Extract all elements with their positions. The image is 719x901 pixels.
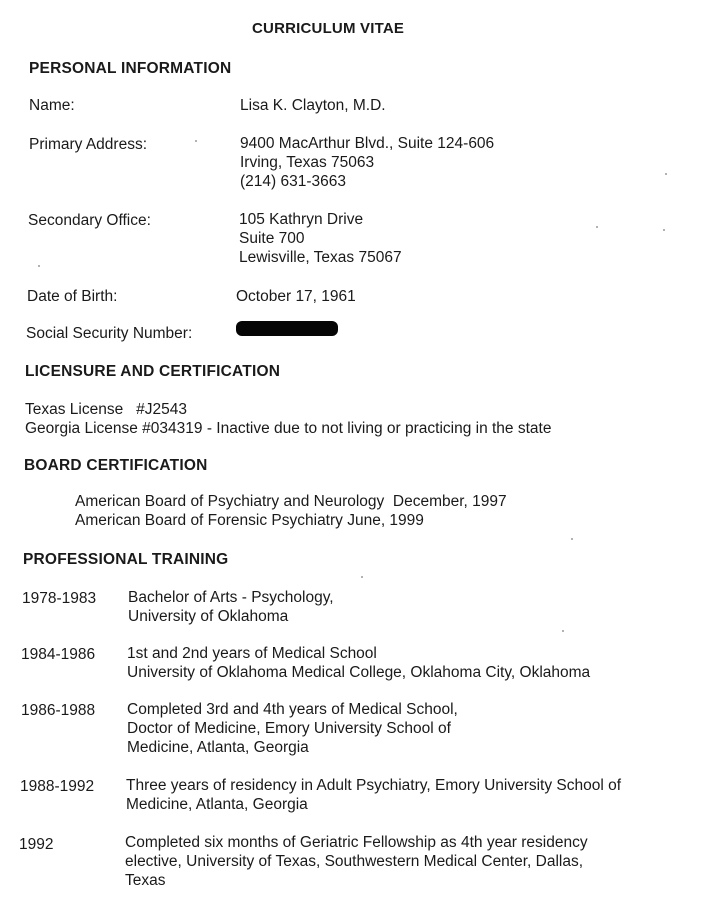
scan-speck	[665, 173, 667, 175]
training-line: Medicine, Atlanta, Georgia	[127, 739, 309, 756]
board-line: American Board of Psychiatry and Neurology December, 1997	[75, 493, 507, 510]
scan-speck	[195, 140, 197, 142]
training-line: Bachelor of Arts - Psychology,	[128, 589, 334, 606]
primary-address-label: Primary Address:	[29, 136, 148, 153]
name-label: Name:	[29, 97, 75, 114]
scan-speck	[38, 265, 40, 267]
training-years: 1978-1983	[22, 590, 97, 607]
scan-speck	[663, 229, 665, 231]
board-certification-list	[75, 492, 507, 530]
training-line: University of Oklahoma Medical College, Oklahoma City, Oklahoma	[127, 664, 591, 681]
training-line: Completed six months of Geriatric Fellowship as 4th year residency	[125, 834, 588, 851]
training-line: 1st and 2nd years of Medical School	[127, 645, 377, 662]
secondary-office-line: Suite 700	[239, 230, 305, 247]
scan-speck	[562, 630, 564, 632]
primary-address-line: 9400 MacArthur Blvd., Suite 124-606	[240, 135, 495, 152]
personal-information-heading: PERSONAL INFORMATION	[29, 60, 232, 77]
secondary-office-line: 105 Kathryn Drive	[239, 211, 364, 228]
secondary-office-line: Lewisville, Texas 75067	[239, 249, 402, 266]
training-years: 1986-1988	[21, 702, 96, 719]
secondary-office-label: Secondary Office:	[28, 212, 151, 229]
license-line: Texas License #J2543	[25, 401, 187, 418]
ssn-label: Social Security Number:	[26, 325, 193, 342]
primary-address-value	[240, 134, 494, 191]
primary-address-line: (214) 631-3663	[240, 173, 346, 190]
license-line: Georgia License #034319 - Inactive due to not living or practicing in the state	[25, 420, 552, 437]
training-line: elective, University of Texas, Southwestern Medical Center, Dallas,	[125, 853, 584, 870]
board-certification-heading: BOARD CERTIFICATION	[24, 457, 208, 474]
scan-speck	[361, 576, 363, 578]
training-line: Completed 3rd and 4th years of Medical School,	[127, 701, 458, 718]
training-line: Doctor of Medicine, Emory University School of	[127, 720, 451, 737]
licensure-list	[25, 400, 551, 438]
training-years: 1984-1986	[21, 646, 96, 663]
scan-speck	[596, 226, 598, 228]
training-description	[127, 700, 458, 757]
training-description	[126, 776, 621, 814]
primary-address-line: Irving, Texas 75063	[240, 154, 375, 171]
ssn-redaction	[236, 321, 338, 336]
document-title: CURRICULUM VITAE	[252, 20, 405, 37]
training-line: University of Oklahoma	[128, 608, 289, 625]
training-line: Three years of residency in Adult Psychiatry, Emory University School of	[126, 777, 622, 794]
training-description	[127, 644, 590, 682]
date-of-birth-value: October 17, 1961	[236, 288, 356, 305]
board-line: American Board of Forensic Psychiatry June, 1999	[75, 512, 424, 529]
training-years: 1992	[19, 836, 54, 853]
training-line: Texas	[125, 872, 166, 889]
training-description	[125, 833, 588, 890]
name-value: Lisa K. Clayton, M.D.	[240, 97, 386, 114]
professional-training-heading: PROFESSIONAL TRAINING	[23, 551, 229, 568]
licensure-heading: LICENSURE AND CERTIFICATION	[25, 363, 281, 380]
training-line: Medicine, Atlanta, Georgia	[126, 796, 308, 813]
training-years: 1988-1992	[20, 778, 95, 795]
secondary-office-value	[239, 210, 402, 267]
date-of-birth-label: Date of Birth:	[27, 288, 118, 305]
training-description	[128, 588, 334, 626]
scan-speck	[571, 538, 573, 540]
